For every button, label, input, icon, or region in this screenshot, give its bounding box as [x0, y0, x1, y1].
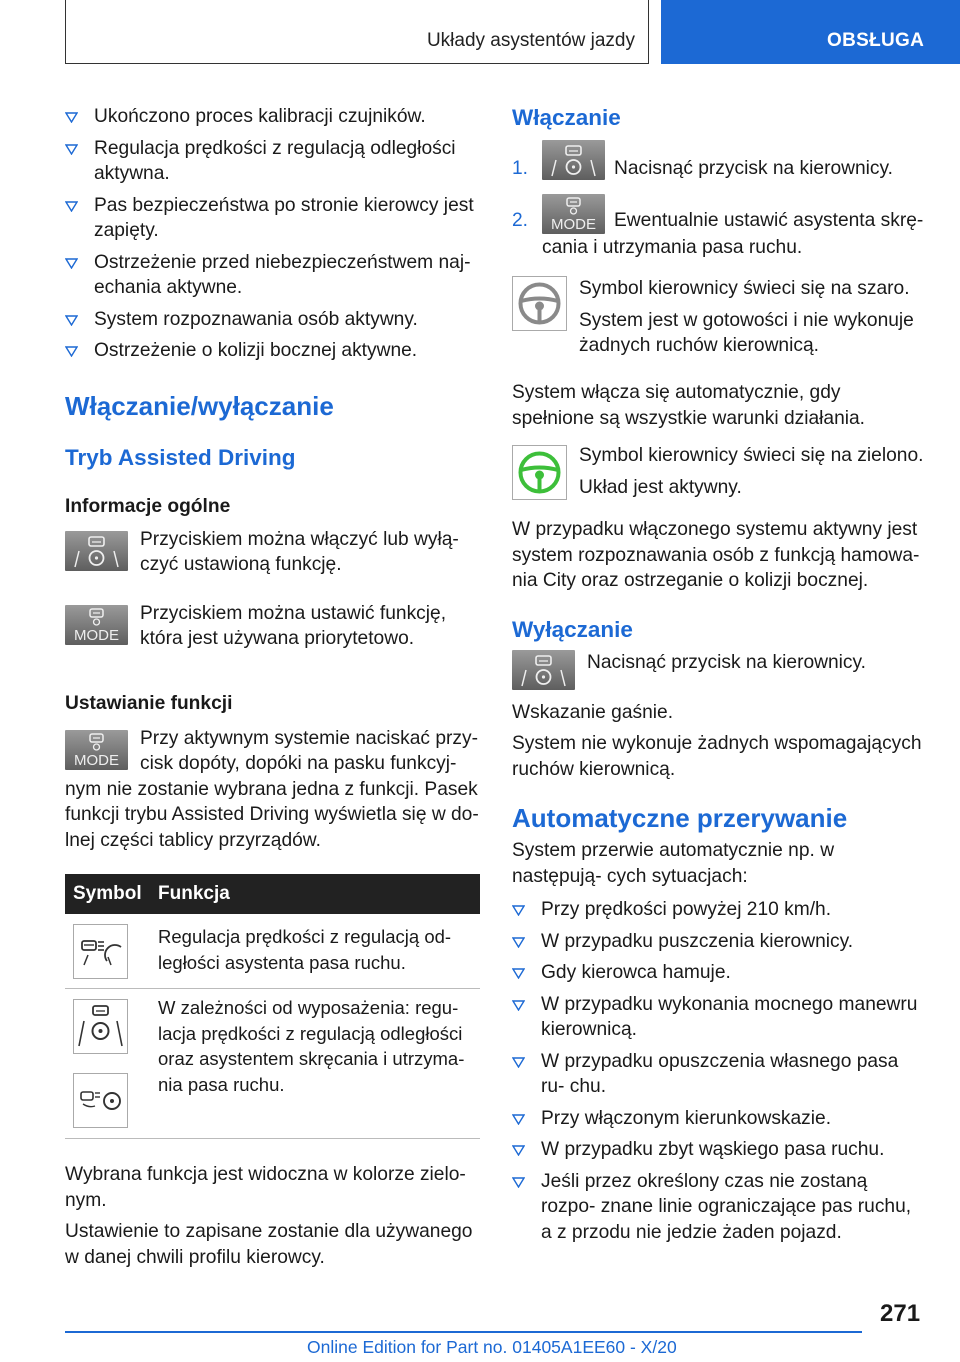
- lane-keeping-icon: [73, 999, 128, 1054]
- triangle-bullet-icon: [65, 346, 78, 357]
- heading-on-off: Włączanie/wyłączanie: [65, 390, 334, 421]
- triangle-bullet-icon: [65, 112, 78, 123]
- list-item: System rozpoznawania osób aktywny.: [65, 307, 480, 333]
- active-text: W przypadku włączonego systemu aktywny jest system rozpoznawania osób z funkcją hamowa‐ nia City oraz ostrzeganie o kolizji bocznej.: [512, 519, 920, 591]
- chapter-tab[interactable]: [661, 0, 960, 64]
- list-item: W przypadku opuszczenia własnego pasa ru‐ chu.: [512, 1049, 925, 1100]
- assist-button-icon: [65, 531, 128, 571]
- triangle-bullet-icon: [512, 937, 525, 948]
- grey-state-row: [512, 276, 925, 368]
- info-text-1: Przyciskiem można włączyć lub wyłą‐ czyć ustawioną funkcję.: [140, 528, 459, 575]
- off-step-row: [512, 650, 925, 700]
- set-mode-button-row: [65, 726, 480, 777]
- off-text-1: Wskazanie gaśnie.: [512, 701, 674, 723]
- col-function: Funkcja: [158, 883, 230, 904]
- list-item: Przy prędkości powyżej 210 km/h.: [512, 897, 925, 923]
- list-item: Regulacja prędkości z regulacją odległości aktywna.: [65, 136, 480, 187]
- heading-auto-interrupt: Automatyczne przerywanie: [512, 803, 848, 833]
- triangle-bullet-icon: [512, 1000, 525, 1011]
- function-table: [65, 874, 480, 1139]
- svg-text:MODE: MODE: [551, 216, 596, 233]
- table-row: [65, 989, 480, 1139]
- svg-text:MODE: MODE: [74, 626, 119, 644]
- speed-distance-lane-icon: [73, 924, 128, 979]
- triangle-bullet-icon: [512, 1114, 525, 1125]
- triangle-bullet-icon: [65, 201, 78, 212]
- table-cell-function: W zależności od wyposażenia: regu‐ lacja prędkości z regulacją odległości oraz asystentem skręcania i utrzyma‐ nia pasa ruchu.: [158, 997, 465, 1095]
- step-2-text-b: cania i utrzymania pasa ruchu.: [542, 237, 803, 258]
- triangle-bullet-icon: [512, 905, 525, 916]
- grey-text-1: Symbol kierownicy świeci się na szaro.: [579, 278, 910, 299]
- off-step-text: Nacisnąć przycisk na kierownicy.: [587, 651, 867, 673]
- table-row: [65, 914, 480, 989]
- right-column: [512, 104, 925, 1251]
- triangle-bullet-icon: [65, 315, 78, 326]
- step-2: 2. MODE Ewentualnie ustawić asystenta skrę‐ cania i utrzymania pasa ruchu.: [512, 194, 925, 264]
- triangle-bullet-icon: [512, 1177, 525, 1188]
- mode-button-icon: [65, 605, 128, 645]
- steering-wheel-green-icon: [512, 445, 567, 500]
- triangle-bullet-icon: [512, 1057, 525, 1068]
- triangle-bullet-icon: [65, 258, 78, 269]
- heading-general-info: Informacje ogólne: [65, 495, 231, 517]
- auto-on-text: System włącza się automatycznie, gdy spełnione są wszystkie warunki działania.: [512, 382, 866, 429]
- triangle-bullet-icon: [512, 1145, 525, 1156]
- paragraph: Ustawienie to zapisane zostanie dla używanego w danej chwili profilu kierowcy.: [65, 1221, 473, 1268]
- list-item: Gdy kierowca hamuje.: [512, 960, 925, 986]
- left-column: [65, 104, 480, 853]
- set-text-rest: nym nie zostanie wybrana jedna z funkcji. Pasek funkcji trybu Assisted Driving wyświetla się w do‐ lnej części tablicy przyrządów.: [65, 778, 479, 851]
- list-item: Jeśli przez określony czas nie zostaną rozpo‐ znane linie ograniczające pas ruchu, a z przodu nie jedzie żaden pojazd.: [512, 1169, 925, 1246]
- assist-button-icon: [542, 140, 605, 180]
- mode-button-icon: [542, 194, 605, 234]
- col-symbol: Symbol: [73, 883, 142, 904]
- mode-button-icon: [65, 730, 128, 770]
- heading-switch-off: Wyłączanie: [512, 616, 633, 642]
- list-item: Przy włączonym kierunkowskazie.: [512, 1106, 925, 1132]
- triangle-bullet-icon: [65, 144, 78, 155]
- list-item: Ostrzeżenie przed niebezpieczeństwem naj‐ echania aktywne.: [65, 250, 480, 301]
- footer-divider: [65, 1331, 862, 1333]
- page-number: 271: [880, 1300, 921, 1327]
- green-text-1: Symbol kierownicy świeci się na zielono.: [579, 445, 924, 466]
- list-item: W przypadku wykonania mocnego manewru kierownicą.: [512, 992, 925, 1043]
- set-text-first: Przy aktywnym systemie naciskać przy‐ cisk dopóty, dopóki na pasku funkcyj‐: [140, 727, 478, 774]
- list-item: W przypadku zbyt wąskiego pasa ruchu.: [512, 1137, 925, 1163]
- svg-text:MODE: MODE: [74, 751, 119, 769]
- list-item: W przypadku puszczenia kierownicy.: [512, 929, 925, 955]
- steering-wheel-grey-icon: [512, 276, 567, 331]
- list-item: Ostrzeżenie o kolizji bocznej aktywne.: [65, 338, 480, 364]
- step-2-text-a: Ewentualnie ustawić asystenta skrę‐: [614, 210, 924, 231]
- conditions-list: [65, 104, 480, 364]
- off-text-2: System nie wykonuje żadnych wspomagających ruchów kierownicą.: [512, 733, 922, 780]
- footer-edition: Online Edition for Part no. 01405A1EE60 - X/20: [307, 1337, 677, 1357]
- step-1: 1. Nacisnąć przycisk na kierownicy.: [512, 140, 925, 188]
- heading-assisted-driving: Tryb Assisted Driving: [65, 444, 296, 470]
- info-mode-button-row: [65, 601, 480, 663]
- after-table-text: [65, 1162, 480, 1270]
- auto-intro: System przerwie automatycznie np. w następują‐ cych sytuacjach:: [512, 840, 835, 887]
- chapter-tab-label: OBSŁUGA: [827, 30, 925, 51]
- table-cell-function: Regulacja prędkości z regulacją od‐ ległości asystenta pasa ruchu.: [158, 926, 452, 973]
- green-state-row: [512, 443, 925, 507]
- step-1-text: Nacisnąć przycisk na kierownicy.: [614, 158, 894, 179]
- section-title: Układy asystentów jazdy: [426, 30, 635, 51]
- grey-text-2: System jest w gotowości i nie wykonuje żadnych ruchów kierownicą.: [579, 309, 914, 356]
- green-text-2: Układ jest aktywny.: [579, 476, 742, 498]
- paragraph: Wybrana funkcja jest widoczna w kolorze zielo‐ nym.: [65, 1164, 466, 1211]
- table-header: [65, 874, 480, 914]
- heading-switch-on: Włączanie: [512, 105, 621, 130]
- assist-button-icon: [512, 650, 575, 690]
- triangle-bullet-icon: [512, 968, 525, 979]
- info-assist-button-row: [65, 527, 480, 589]
- heading-set-function: Ustawianie funkcji: [65, 692, 233, 714]
- info-text-2: Przyciskiem można ustawić funkcję, która jest używana priorytetowo.: [140, 602, 447, 649]
- list-item: Ukończono proces kalibracji czujników.: [65, 104, 480, 130]
- speed-steering-icon: [73, 1073, 128, 1128]
- list-item: Pas bezpieczeństwa po stronie kierowcy jest zapięty.: [65, 193, 480, 244]
- interrupt-list: [512, 897, 925, 1245]
